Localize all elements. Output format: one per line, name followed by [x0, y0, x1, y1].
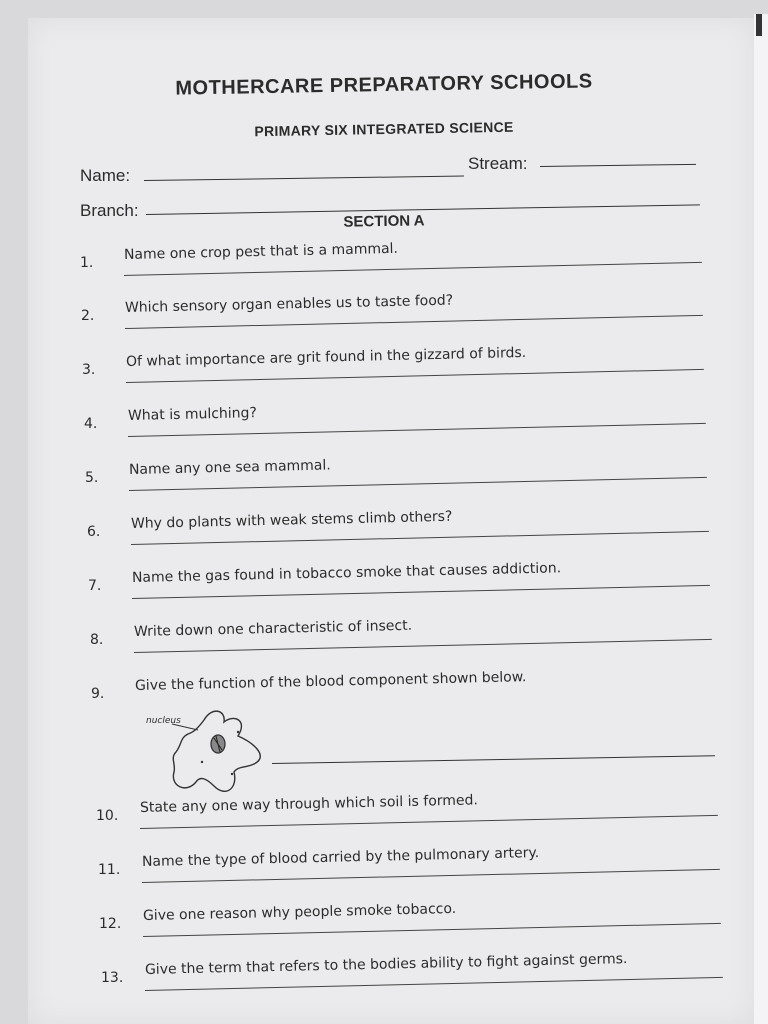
answer-line[interactable] [129, 477, 707, 491]
question-text: Why do plants with weak stems climb others? [130, 508, 453, 532]
question-number: 6. [87, 524, 101, 540]
question-text: Name the gas found in tobacco smoke that causes addiction. [131, 560, 562, 586]
answer-line[interactable] [126, 369, 704, 383]
stream-label: Stream: [468, 154, 528, 173]
answer-line[interactable] [134, 639, 712, 653]
question-text: Name the type of blood carried by the pulmonary artery. [141, 844, 540, 870]
question-number: 13. [101, 970, 124, 986]
question-number: 7. [88, 578, 102, 594]
question-number: 11. [98, 862, 121, 878]
question-number: 4. [84, 416, 98, 432]
name-label: Name: [80, 166, 131, 185]
answer-line[interactable] [124, 262, 702, 276]
question-item [84, 405, 768, 466]
question-text: Which sensory organ enables us to taste food? [124, 292, 454, 316]
branch-label: Branch: [80, 201, 139, 220]
answer-line[interactable] [142, 869, 720, 883]
answer-line[interactable] [128, 423, 706, 437]
question-text: Give the function of the blood component shown below. [134, 669, 527, 694]
question-item [101, 951, 768, 1020]
answer-line[interactable] [131, 531, 709, 545]
question-item [88, 560, 768, 628]
question-item [82, 344, 768, 412]
answer-line[interactable] [145, 977, 723, 991]
question-number: 8. [90, 632, 104, 648]
question-text: Name one crop pest that is a mammal. [123, 240, 399, 263]
question-text: Write down one characteristic of insect. [133, 617, 413, 640]
answer-line[interactable] [132, 585, 710, 599]
question-text: Name any one sea mammal. [128, 457, 331, 478]
question-number: 2. [81, 308, 95, 324]
question-text: Give the term that refers to the bodies ability to fight against germs. [144, 951, 628, 978]
answer-line[interactable] [143, 923, 721, 937]
section-title: SECTION A [343, 212, 425, 231]
page-edge-mark [756, 14, 762, 36]
figure-label: nucleus [146, 716, 181, 726]
question-text: State any one way through which soil is formed. [139, 792, 479, 816]
question-text: Give one reason why people smoke tobacco. [142, 900, 457, 924]
question-number: 12. [99, 916, 122, 932]
question-number: 1. [80, 255, 94, 271]
subject-title: PRIMARY SIX INTEGRATED SCIENCE [254, 118, 514, 140]
question-number: 3. [82, 362, 96, 378]
question-text: Of what importance are grit found in the gizzard of birds. [125, 344, 527, 370]
blood-cell-figure [142, 702, 282, 802]
question-text: What is mulching? [127, 405, 258, 424]
question-number: 5. [85, 470, 99, 486]
school-title: MOTHERCARE PREPARATORY SCHOOLS [175, 70, 593, 100]
answer-line[interactable] [140, 815, 718, 829]
answer-line[interactable] [125, 315, 703, 329]
question-number: 9. [91, 686, 105, 702]
question-number: 10. [96, 808, 119, 824]
